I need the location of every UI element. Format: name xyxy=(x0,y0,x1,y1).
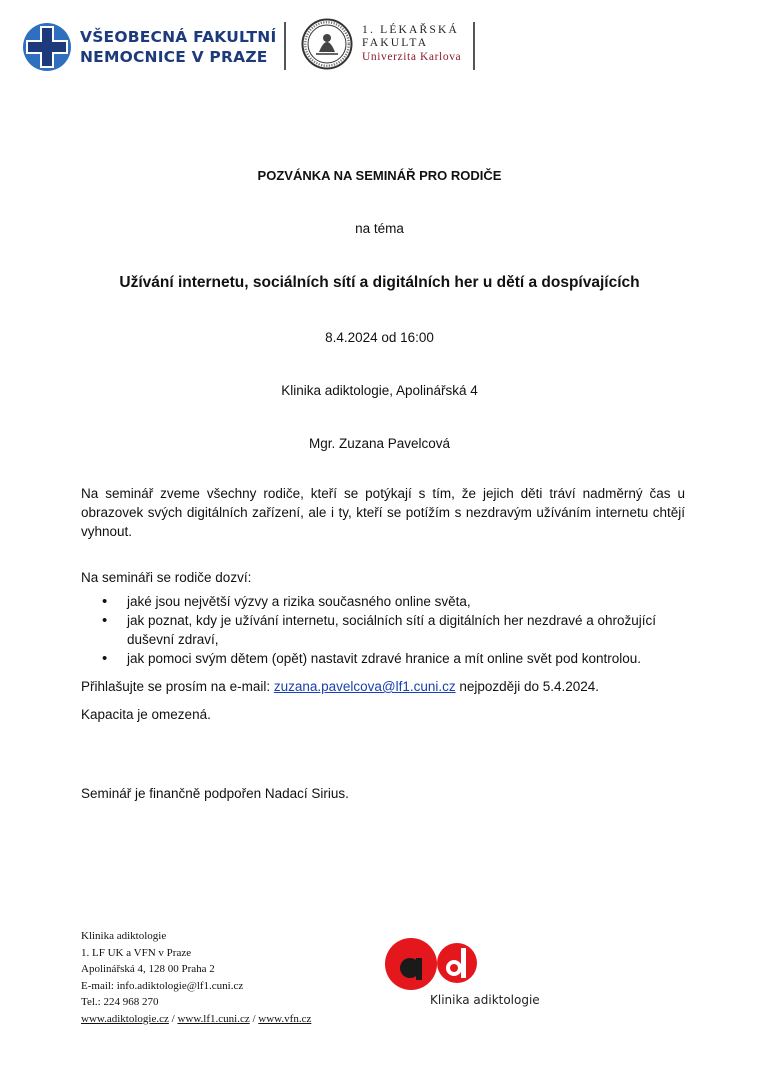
learn-heading: Na semináři se rodiče dozví: xyxy=(81,570,252,585)
registration-prefix: Přihlašujte se prosím na e-mail: xyxy=(81,679,274,694)
footer-line2: 1. LF UK a VFN v Praze xyxy=(81,946,192,959)
footer-line3: Apolinářská 4, 128 00 Praha 2 xyxy=(81,963,215,975)
footer-contact xyxy=(81,928,311,1027)
invitation-subtitle: na téma xyxy=(355,221,404,236)
link-separator: / xyxy=(249,1012,259,1025)
vfn-logo xyxy=(22,22,276,72)
seminar-datetime: 8.4.2024 od 16:00 xyxy=(325,330,434,345)
footer-links xyxy=(81,1011,311,1028)
intro-paragraph: Na seminář zveme všechny rodiče, kteří se potýkají s tím, že jejich děti tráví nadměrný čas u obrazovek svých digitálních zařízení, ale i ty, kteří se potížím s nezdravým užíváním internetu chtějí vyhnout. xyxy=(81,486,685,539)
list-item: • jaké jsou největší výzvy a rizika současného online světa, xyxy=(81,592,691,611)
capacity-note: Kapacita je omezená. xyxy=(81,707,211,722)
lf-line3: Univerzita Karlova xyxy=(362,51,462,63)
footer-phone: Tel.: 224 968 270 xyxy=(81,996,159,1008)
vfn-wordmark xyxy=(80,27,276,67)
registration-email-link[interactable]: zuzana.pavelcova@lf1.cuni.cz xyxy=(273,679,456,694)
link-adiktologie[interactable]: www.adiktologie.cz xyxy=(81,1012,169,1025)
registration-line xyxy=(81,677,685,696)
lf-wordmark xyxy=(362,24,461,64)
vfn-line2: NEMOCNICE V PRAZE xyxy=(80,48,268,66)
list-item: • jak pomoci svým dětem (opět) nastavit zdravé hranice a mít online svět pod kontrolou. xyxy=(81,649,691,668)
link-separator: / xyxy=(168,1012,178,1025)
lf-line1: 1. LÉKAŘSKÁ xyxy=(362,24,460,36)
vfn-line1: VŠEOBECNÁ FAKULTNÍ xyxy=(80,28,277,46)
header-divider-right xyxy=(473,22,475,70)
header-divider-left xyxy=(284,22,286,70)
footer-email: E-mail: info.adiktologie@lf1.cuni.cz xyxy=(81,979,244,992)
lf-seal-icon xyxy=(301,18,353,70)
link-vfn[interactable]: www.vfn.cz xyxy=(258,1012,312,1025)
adiktologie-logo-icon xyxy=(383,938,483,998)
adiktologie-caption: Klinika adiktologie xyxy=(430,993,540,1007)
seminar-topic: Užívání internetu, sociálních sítí a digitálních her u dětí a dospívajících xyxy=(119,274,640,291)
lf-line2: FAKULTA xyxy=(362,37,429,49)
registration-suffix: nejpozději do 5.4.2024. xyxy=(455,679,600,694)
seminar-speaker: Mgr. Zuzana Pavelcová xyxy=(308,436,451,451)
invitation-title: POZVÁNKA NA SEMINÁŘ PRO RODIČE xyxy=(257,168,502,183)
list-item: • jak poznat, kdy je užívání internetu, sociálních sítí a digitálních her nezdravé a ohrožující duševní zdraví, xyxy=(81,611,691,649)
learn-list xyxy=(81,592,691,668)
funding-note: Seminář je finančně podpořen Nadací Sirius. xyxy=(81,786,349,801)
seminar-place: Klinika adiktologie, Apolinářská 4 xyxy=(281,383,478,398)
link-lf1[interactable]: www.lf1.cuni.cz xyxy=(177,1012,250,1025)
vfn-cross-icon xyxy=(22,22,72,72)
footer-line1: Klinika adiktologie xyxy=(81,930,167,942)
